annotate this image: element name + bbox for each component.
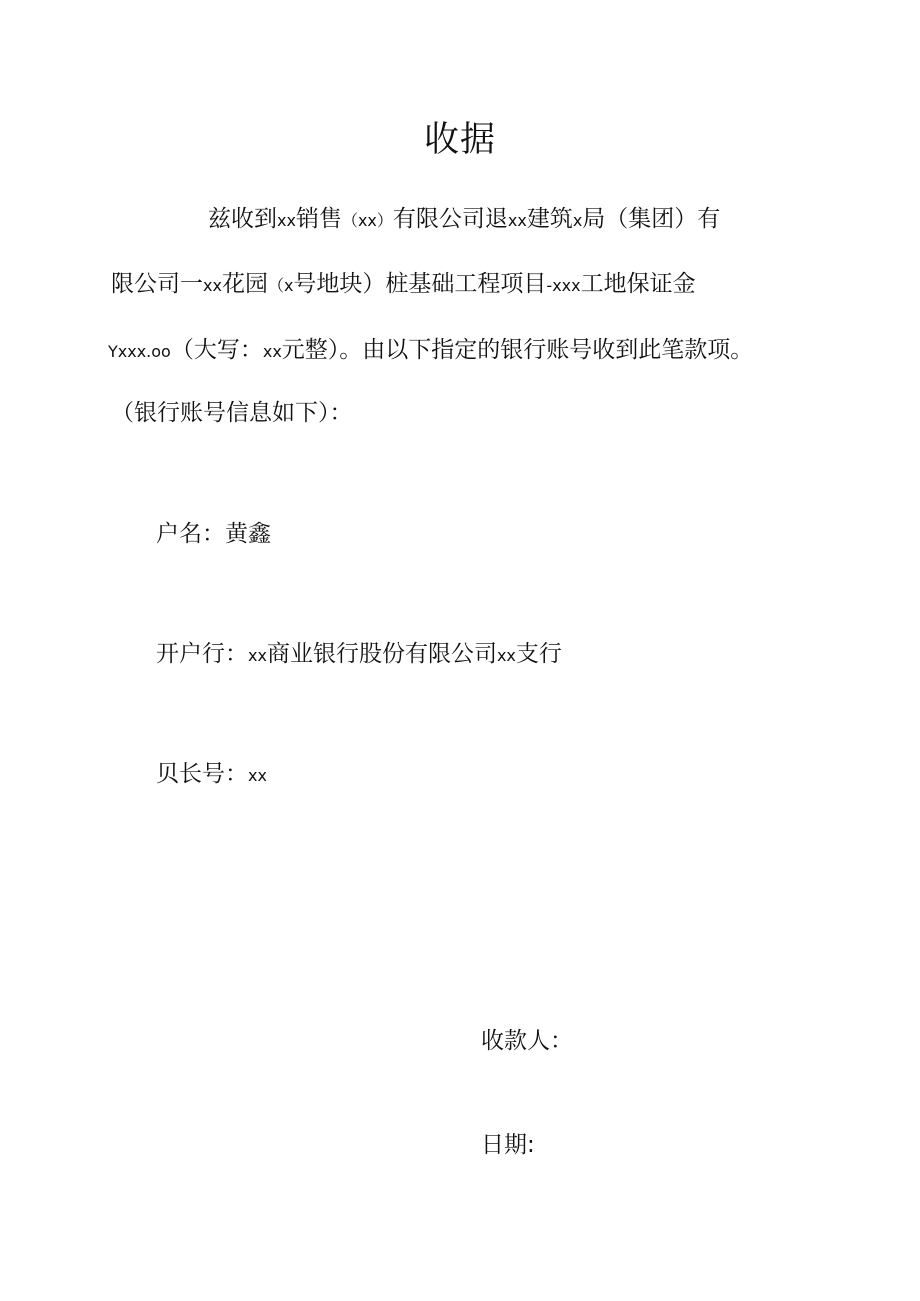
- amount-figure: Yxxx.oo: [108, 342, 171, 361]
- bank-of-account: [156, 637, 562, 673]
- text-segment: （大写：: [170, 337, 263, 363]
- text-segment: x: [572, 211, 583, 230]
- text-segment: xx: [507, 211, 527, 230]
- bank-name: 商业银行股份有限公司: [266, 641, 497, 667]
- text-segment: 兹收到: [208, 206, 277, 232]
- bank-prefix: xx: [248, 646, 267, 665]
- text-segment: （x: [267, 276, 294, 295]
- text-segment: 有限公司退: [392, 206, 508, 232]
- text-segment: 工地保证金: [580, 271, 696, 297]
- text-segment: -xxx: [546, 276, 581, 295]
- payee-signature-label: 收款人：: [481, 1028, 573, 1054]
- account-number-label: 贝长号：: [156, 761, 248, 787]
- date-label: 日期:: [481, 1132, 535, 1158]
- receipt-body-line-2: [111, 267, 696, 303]
- bank-label: 开户行：: [156, 641, 248, 667]
- amount-in-words: xx: [262, 342, 282, 361]
- text-segment: xx: [203, 276, 222, 295]
- receipt-body-line-4: （银行账号信息如下）：: [111, 400, 353, 426]
- account-number-value: xx: [248, 766, 267, 785]
- branch-prefix: xx: [496, 646, 516, 665]
- account-number: [156, 757, 267, 793]
- branch-suffix: 支行: [515, 641, 562, 667]
- receipt-title: 收据: [423, 120, 496, 160]
- text-segment: 建筑: [526, 206, 573, 232]
- receipt-body-line-1: [208, 202, 720, 238]
- text-segment: （xx）: [341, 211, 393, 230]
- text-segment: 限公司一: [111, 271, 203, 297]
- account-name: 户名：黄鑫: [156, 521, 271, 547]
- receipt-body-line-3: [108, 333, 753, 369]
- text-segment: xx: [277, 211, 296, 230]
- text-segment: 局（集团）有: [582, 206, 721, 232]
- text-segment: 号地块）桩基础工程项目: [293, 271, 547, 297]
- text-segment: 销售: [295, 206, 342, 232]
- text-segment: 花园: [221, 271, 268, 297]
- text-segment: 元整）。由以下指定的银行账号收到此笔款项。: [281, 337, 754, 363]
